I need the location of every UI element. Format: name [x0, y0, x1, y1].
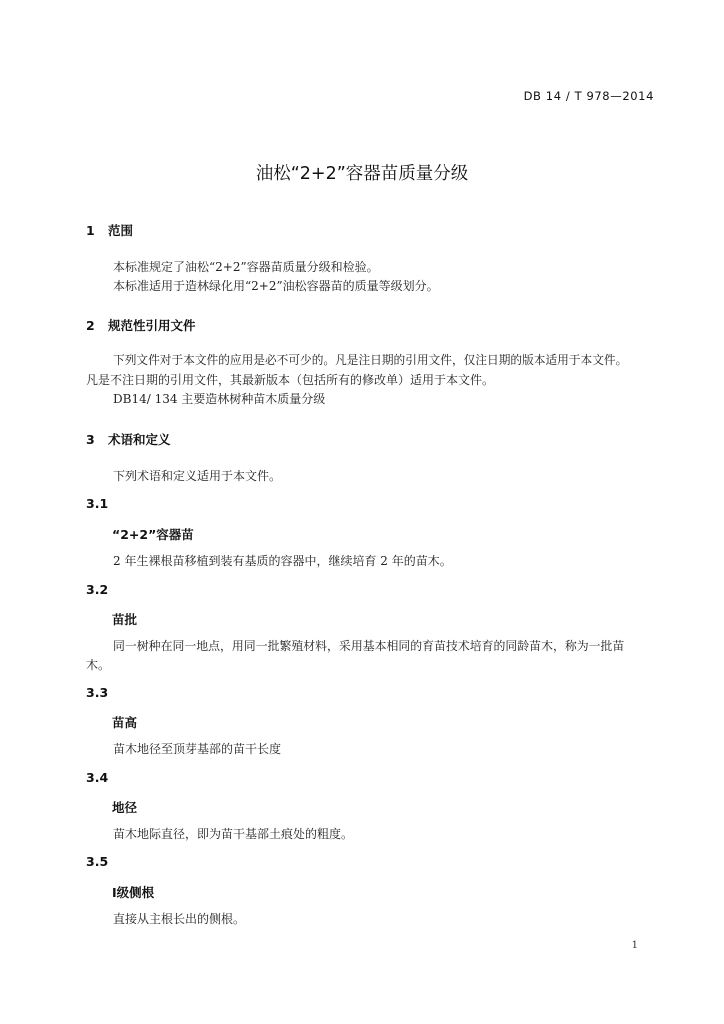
section-title: 术语和定义: [108, 432, 171, 447]
term-title: “2+2”容器苗: [112, 527, 194, 542]
section-1-heading: [86, 221, 133, 239]
section-number: 1: [86, 223, 95, 238]
term-number: 3.2: [86, 582, 109, 597]
section-1-paragraph-2: 本标准适用于造林绿化用“2+2”油松容器苗的质量等级划分。: [113, 279, 439, 293]
term-definition: 苗木地际直径，即为苗干基部土痕处的粗度。: [113, 827, 354, 841]
document-title: 油松“2+2”容器苗质量分级: [255, 164, 469, 184]
term-definition-line-2: 木。: [86, 658, 111, 672]
term-number: 3.4: [86, 770, 109, 785]
section-3-heading: [86, 430, 171, 448]
term-title: 地径: [112, 800, 138, 815]
section-number: 3: [86, 432, 95, 447]
term-number: 3.5: [86, 854, 109, 869]
section-2-paragraph-line-1: 下列文件对于本文件的应用是必不可少的。凡是注日期的引用文件，仅注日期的版本适用于本文件。: [113, 353, 628, 367]
term-title: 苗高: [112, 715, 138, 730]
section-2-paragraph-line-2: 凡是不注日期的引用文件，其最新版本（包括所有的修改单）适用于本文件。: [86, 373, 495, 387]
term-definition: 苗木地径至顶芽基部的苗干长度: [113, 742, 282, 756]
section-title: 规范性引用文件: [108, 318, 196, 333]
section-title: 范围: [108, 223, 134, 238]
page-number: 1: [631, 940, 638, 951]
section-2-heading: [86, 316, 196, 334]
term-number: 3.1: [86, 496, 109, 511]
term-definition-line-1: 同一树种在同一地点，用同一批繁殖材料，采用基本相同的育苗技术培育的同龄苗木，称为一批苗: [113, 639, 625, 653]
section-number: 2: [86, 318, 95, 333]
term-number: 3.3: [86, 685, 109, 700]
standard-code: DB 14 / T 978—2014: [523, 89, 654, 103]
normative-reference: DB14/ 134 主要造林树种苗木质量分级: [113, 392, 326, 406]
term-title: 苗批: [112, 612, 138, 627]
section-1-paragraph-1: 本标准规定了油松“2+2”容器苗质量分级和检验。: [113, 260, 379, 274]
term-definition: 2 年生裸根苗移植到装有基质的容器中，继续培育 2 年的苗木。: [113, 554, 452, 568]
term-title: Ⅰ级侧根: [112, 885, 155, 900]
term-definition: 直接从主根长出的侧根。: [113, 912, 246, 926]
section-3-intro: 下列术语和定义适用于本文件。: [113, 469, 282, 483]
